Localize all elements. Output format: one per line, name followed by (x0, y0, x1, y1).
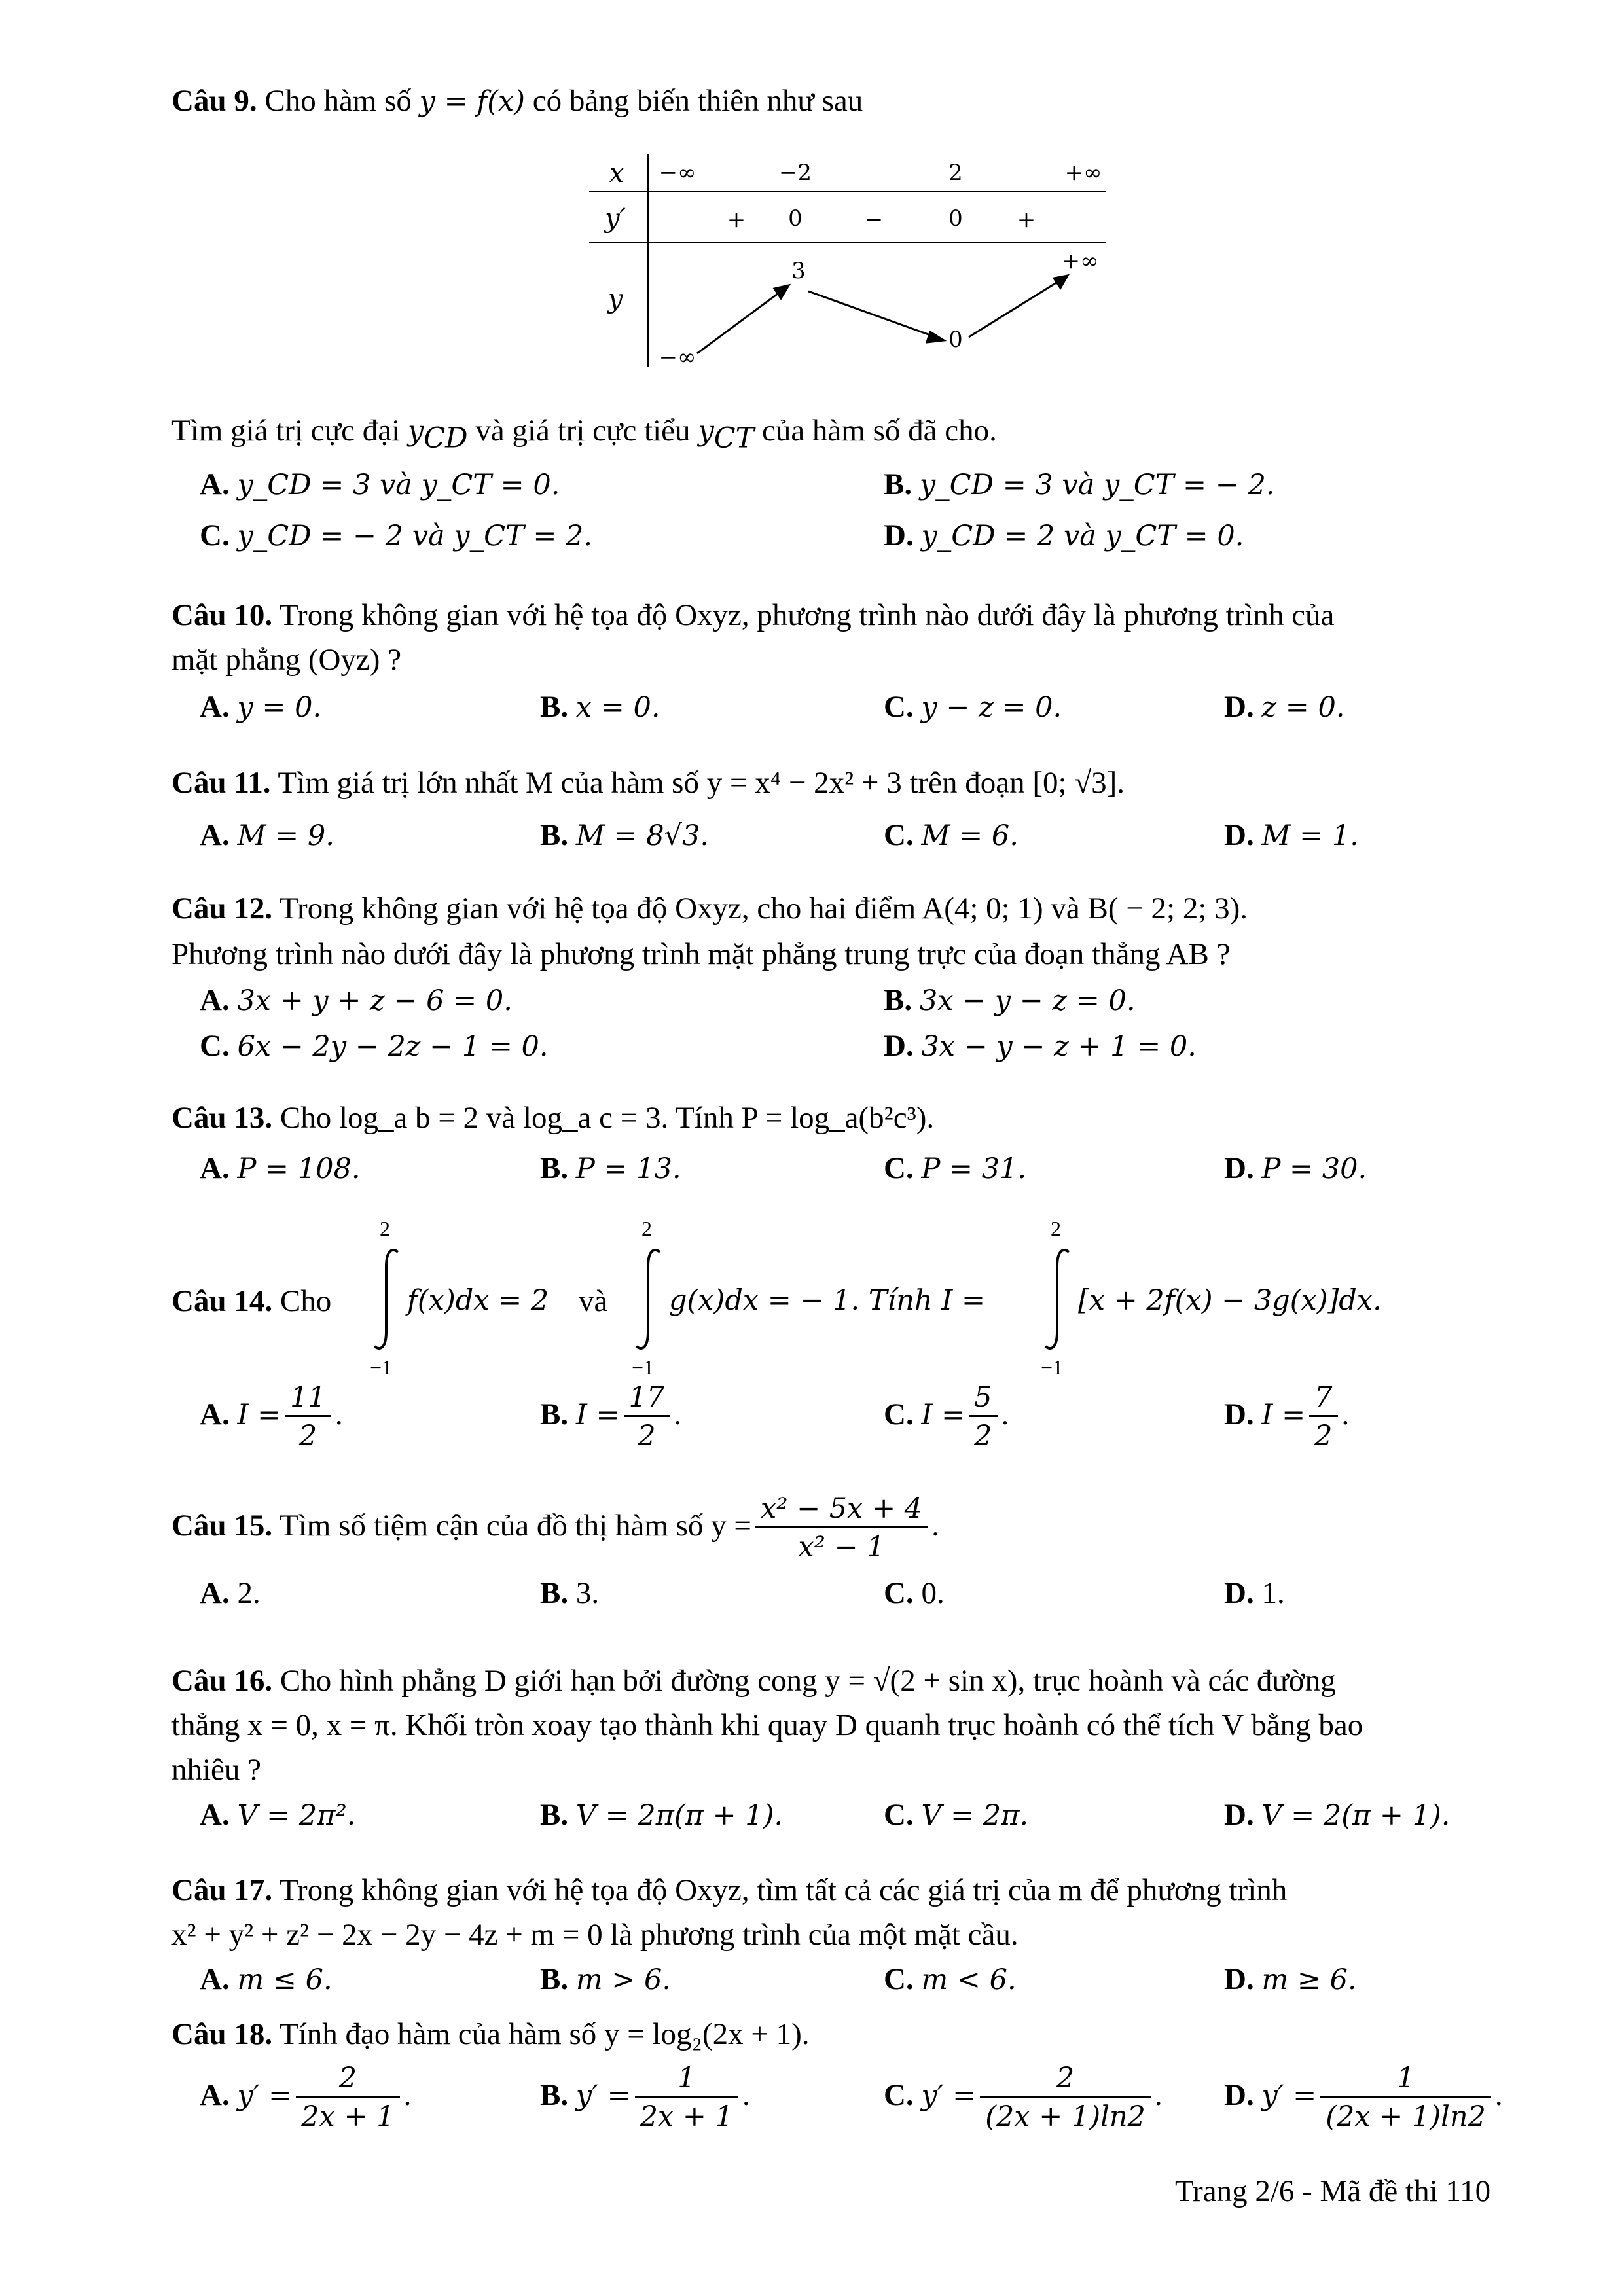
option-fraction (969, 1381, 997, 1453)
option-letter: C. (200, 1029, 230, 1063)
q14-option-c[interactable]: C. I = $\frac{5}{2}$ . (884, 1381, 1009, 1452)
option-letter: B. (884, 983, 912, 1017)
option-letter: B. (540, 2077, 569, 2112)
fraction-numerator: 1 (677, 2062, 696, 2094)
q12-option-c[interactable] (200, 1028, 549, 1064)
q17-label: Câu 17. (171, 1873, 273, 1907)
option-fraction (635, 2062, 738, 2134)
table-x-label: x (609, 158, 624, 188)
q12-line-1 (171, 890, 1248, 927)
option-letter: B. (540, 1151, 569, 1185)
table-yprime-value-3: 0 (948, 206, 963, 232)
option-text: m > 6. (575, 1964, 672, 1996)
option-letter: C. (884, 818, 914, 852)
q13-option-d[interactable] (1224, 1150, 1367, 1187)
fraction-denominator: 2 (624, 1415, 670, 1454)
fraction-numerator: 2 (1056, 2062, 1075, 2094)
q12-label: Câu 12. (171, 891, 273, 925)
q9-option-b[interactable] (884, 466, 1274, 503)
option-letter: A. (200, 467, 230, 501)
fraction-numerator: x² − 5x + 4 (760, 1492, 923, 1525)
option-fraction (980, 2062, 1151, 2134)
option-letter: D. (1224, 818, 1254, 852)
option-fraction (1309, 1381, 1337, 1453)
option-letter: A. (200, 1576, 230, 1610)
q15-text: Tìm số tiệm cận của đồ thị hàm số y = (280, 1508, 751, 1543)
fraction-denominator: (2x + 1)ln2 (980, 2096, 1151, 2134)
variation-table (589, 147, 1113, 376)
table-x-value-1: −2 (778, 160, 812, 186)
option-text: M = 9. (237, 819, 334, 852)
int3-upper: 2 (1051, 1217, 1061, 1240)
option-letter: A. (200, 1962, 230, 1996)
option-lhs: I = (1261, 1398, 1306, 1431)
option-letter: D. (1224, 1962, 1254, 1996)
option-letter: D. (884, 518, 914, 552)
option-letter: B. (540, 1397, 569, 1431)
q9-option-a[interactable] (200, 466, 560, 503)
option-letter: D. (1224, 1798, 1254, 1832)
q10-label: Câu 10. (171, 598, 273, 632)
fraction-denominator: 2x + 1 (296, 2096, 399, 2134)
q10-option-c[interactable] (884, 689, 1062, 725)
q11-label: Câu 11. (171, 766, 271, 800)
int1-lower: −1 (370, 1355, 393, 1379)
q14-cho: Cho (280, 1284, 332, 1318)
q11-line-1 (171, 764, 1125, 801)
q16-option-c[interactable] (884, 1797, 1028, 1833)
q13-line-1 (171, 1100, 934, 1136)
q14-int1: f(x)dx = 2 (407, 1284, 549, 1317)
table-yprime-value-1: 0 (788, 206, 803, 232)
table-yprime-value-0: + (727, 207, 746, 233)
fraction-denominator: 2 (1309, 1415, 1337, 1454)
q11-option-a[interactable] (200, 817, 334, 853)
option-letter: A. (200, 818, 230, 852)
option-letter: C. (884, 1397, 914, 1431)
option-text: z = 0. (1261, 691, 1345, 724)
fraction-denominator: 2 (969, 1415, 997, 1454)
option-fraction (1320, 2062, 1491, 2134)
table-x-value-2: 2 (948, 160, 963, 186)
q17-option-d[interactable] (1224, 1961, 1357, 1998)
fraction-numerator: 1 (1396, 2062, 1415, 2094)
table-y-value-2: 0 (948, 327, 963, 353)
q16-option-d[interactable] (1224, 1797, 1450, 1833)
option-text: V = 2π. (921, 1799, 1029, 1832)
q12-option-a[interactable] (200, 982, 513, 1018)
option-text: 3x + y + z − 6 = 0. (237, 984, 513, 1017)
option-text: 3x − y − z + 1 = 0. (921, 1030, 1197, 1063)
q9-stem (171, 82, 863, 119)
page-footer: Trang 2/6 - Mã đề thi 110 (1175, 2174, 1491, 2208)
q13-label: Câu 13. (171, 1101, 273, 1135)
fraction-numerator: 2 (338, 2062, 357, 2094)
increase-arrow-2 (969, 278, 1064, 337)
option-text: M = 1. (1261, 819, 1359, 852)
q14-label: Câu 14. (171, 1284, 273, 1318)
q10-line-2: mặt phẳng (Oyz) ? (171, 643, 402, 677)
table-x-value-3: +∞ (1064, 160, 1102, 186)
q10-text-1: Trong không gian với hệ tọa độ Oxyz, phương trình nào dưới đây là phương trình của (280, 598, 1335, 632)
arrowhead-3 (1054, 276, 1068, 288)
integral-sign-2 (634, 1247, 666, 1352)
q14-int2: g(x)dx = − 1. Tính I = (669, 1284, 986, 1317)
q9-ycd: y (407, 415, 424, 448)
int2-upper: 2 (641, 1217, 652, 1240)
option-text: V = 2π(π + 1). (575, 1799, 784, 1832)
table-y-value-3: +∞ (1061, 248, 1099, 274)
int2-lower: −1 (632, 1355, 655, 1379)
option-lhs: y′ = (1261, 2079, 1317, 2112)
q17-line-1 (171, 1872, 1287, 1909)
option-text: 6x − 2y − 2z − 1 = 0. (237, 1030, 549, 1063)
q15-line-1: Câu 15. Tìm số tiệm cận của đồ thị hàm số y = $\frac{\text{x² − 5x + 4}}{\text{x² − 1}}$ . (171, 1492, 939, 1564)
q9-ycd-sub: CD (424, 422, 468, 455)
q9-yct: y (698, 415, 714, 448)
q17-line-2: x² + y² + z² − 2x − 2y − 4z + m = 0 là phương trình của một mặt cầu. (171, 1918, 1019, 1952)
q11-text-1: Tìm giá trị lớn nhất M của hàm số y = x⁴ − 2x² + 3 trên đoạn [0; √3]. (278, 766, 1125, 800)
option-text: M = 8√3. (575, 819, 710, 852)
option-text: y_CD = − 2 và y_CT = 2. (237, 520, 593, 552)
q9-stem-text: Cho hàm số (264, 84, 412, 118)
q9-question (171, 412, 997, 455)
option-text: 3x − y − z = 0. (919, 984, 1136, 1017)
option-letter: C. (200, 518, 230, 552)
fraction-denominator: 2x + 1 (635, 2096, 738, 2134)
fraction-numerator: 11 (290, 1381, 326, 1414)
q18-option-d[interactable]: D. y′ = $\frac{1}{(2x + 1)\ln 2}$ . (1224, 2062, 1503, 2133)
option-lhs: y′ = (921, 2079, 977, 2112)
int1-upper: 2 (380, 1217, 390, 1240)
fraction-numerator: 5 (974, 1381, 992, 1414)
q13-text-1: Cho log_a b = 2 và log_a c = 3. Tính P = log_a(b²c³). (280, 1101, 935, 1135)
q14-option-d[interactable]: D. I = $\frac{7}{2}$ . (1224, 1381, 1350, 1452)
q11-option-c[interactable] (884, 817, 1019, 853)
option-text: P = 108. (237, 1153, 361, 1185)
fraction-denominator: x² − 1 (755, 1526, 928, 1565)
option-text: 0. (921, 1576, 945, 1610)
q12-text-1: Trong không gian với hệ tọa độ Oxyz, cho hai điểm A(4; 0; 1) và B( − 2; 2; 3). (280, 891, 1248, 925)
table-y-value-1: 3 (791, 258, 806, 284)
q10-option-d[interactable] (1224, 689, 1345, 725)
option-fraction (296, 2062, 399, 2134)
option-text: x = 0. (575, 691, 660, 724)
option-text: P = 13. (575, 1153, 681, 1185)
q12-option-d[interactable] (884, 1028, 1197, 1064)
option-letter: D. (1224, 2077, 1254, 2112)
table-yprime-value-4: + (1017, 207, 1036, 233)
q9-option-d[interactable] (884, 517, 1244, 554)
q18-option-c[interactable]: C. y′ = $\frac{2}{(2x + 1)\ln 2}$ . (884, 2062, 1163, 2133)
q17-option-c[interactable] (884, 1961, 1017, 1998)
q15-option-d[interactable] (1224, 1575, 1285, 1611)
option-text: 1. (1261, 1576, 1285, 1610)
q16-text-1: Cho hình phẳng D giới hạn bởi đường cong y = √(2 + sin x), trục hoành và các đường (280, 1664, 1336, 1698)
q14-option-a[interactable]: A. I = $\frac{11}{2}$ . (200, 1381, 343, 1452)
fraction-denominator: (2x + 1)ln2 (1320, 2096, 1491, 2134)
table-arrows (697, 276, 1068, 353)
option-letter: C. (884, 1962, 914, 1996)
option-letter: B. (540, 690, 569, 724)
option-letter: A. (200, 1151, 230, 1185)
q10-option-a[interactable] (200, 689, 321, 725)
fraction-numerator: 7 (1314, 1381, 1333, 1414)
option-letter: C. (884, 1576, 914, 1610)
integral-sign-1 (372, 1247, 405, 1352)
q17-option-b[interactable] (540, 1961, 671, 1998)
option-letter: C. (884, 1151, 914, 1185)
q9-label: Câu 9. (171, 84, 257, 118)
option-text: P = 30. (1261, 1153, 1367, 1185)
option-letter: D. (1224, 1397, 1254, 1431)
option-letter: B. (540, 1576, 569, 1610)
option-letter: D. (1224, 690, 1254, 724)
q12-line-2: Phương trình nào dưới đây là phương trình mặt phẳng trung trực của đoạn thẳng AB ? (171, 937, 1231, 971)
option-text: y − z = 0. (921, 691, 1062, 724)
option-text: y_CD = 3 và y_CT = − 2. (919, 469, 1275, 501)
option-lhs: I = (921, 1398, 965, 1431)
q13-option-a[interactable] (200, 1150, 361, 1187)
q15-label: Câu 15. (171, 1508, 273, 1543)
int3-lower: −1 (1041, 1355, 1064, 1379)
q14-lead (171, 1283, 331, 1319)
q18-option-a[interactable]: A. y′ = $\frac{2}{2x + 1}$ . (200, 2062, 412, 2133)
option-letter: D. (884, 1029, 914, 1063)
table-y-value-0: −∞ (659, 344, 696, 370)
integral-sign-3 (1043, 1247, 1075, 1352)
q10-line-1 (171, 597, 1334, 634)
q13-option-c[interactable] (884, 1150, 1026, 1187)
option-text: 2. (237, 1576, 261, 1610)
option-lhs: y′ = (237, 2079, 293, 2112)
decrease-arrow (808, 291, 939, 338)
option-letter: C. (884, 2077, 914, 2112)
option-lhs: I = (237, 1398, 281, 1431)
arrowhead-1 (774, 285, 789, 298)
table-yprime-label: y′ (605, 204, 626, 234)
table-y-label: y (607, 284, 623, 314)
option-text: m < 6. (921, 1964, 1017, 1996)
option-letter: D. (1224, 1151, 1254, 1185)
option-text: P = 31. (921, 1153, 1027, 1185)
option-fraction (624, 1381, 670, 1453)
option-text: m ≤ 6. (237, 1964, 333, 1996)
q15-option-b[interactable] (540, 1575, 599, 1611)
option-lhs: I = (575, 1398, 620, 1431)
q11-option-b[interactable] (540, 817, 709, 853)
fraction-denominator: 2 (285, 1415, 331, 1454)
option-letter: A. (200, 2077, 230, 2112)
table-x-value-0: −∞ (659, 160, 696, 186)
option-text: m ≥ 6. (1261, 1964, 1357, 1996)
q13-option-b[interactable] (540, 1150, 681, 1187)
q16-line-3: nhiêu ? (171, 1753, 262, 1787)
q16-option-a[interactable] (200, 1797, 355, 1833)
option-text: 3. (575, 1576, 600, 1610)
q9-stem-func: y = f(x) (419, 85, 526, 118)
option-letter: B. (540, 1798, 569, 1832)
q18-label: Câu 18. (171, 2017, 273, 2051)
option-lhs: y′ = (575, 2079, 631, 2112)
option-letter: D. (1224, 1576, 1254, 1610)
q15-option-c[interactable] (884, 1575, 945, 1611)
q16-label: Câu 16. (171, 1664, 273, 1698)
fraction-numerator: 17 (628, 1381, 665, 1414)
q16-option-b[interactable] (540, 1797, 783, 1833)
option-letter: A. (200, 690, 230, 724)
q17-option-a[interactable] (200, 1961, 333, 1998)
q9-question-tail: của hàm số đã cho. (761, 414, 997, 448)
table-yprime-value-2: − (864, 207, 884, 233)
q16-line-1 (171, 1662, 1336, 1699)
q9-yct-sub: CT (713, 422, 755, 455)
q9-stem-tail: có bảng biến thiên như sau (532, 84, 863, 118)
q15-fraction (755, 1492, 928, 1564)
q18-option-b[interactable]: B. y′ = $\frac{1}{2x + 1}$ . (540, 2062, 750, 2133)
q18-line-1 (171, 2016, 810, 2053)
option-text: y_CD = 3 và y_CT = 0. (237, 469, 560, 501)
q18-text-1: Tính đạo hàm của hàm số y = log₂(2x + 1). (280, 2017, 810, 2051)
q12-option-b[interactable] (884, 982, 1136, 1018)
q9-question-mid: và giá trị cực tiểu (475, 414, 691, 448)
arrowhead-2 (927, 332, 944, 342)
option-letter: B. (884, 467, 912, 501)
option-letter: A. (200, 1397, 230, 1431)
option-letter: C. (884, 1798, 914, 1832)
option-letter: B. (540, 818, 569, 852)
q14-va: và (579, 1284, 608, 1318)
option-text: y_CD = 2 và y_CT = 0. (921, 520, 1244, 552)
q17-text-1: Trong không gian với hệ tọa độ Oxyz, tìm tất cả các giá trị của m để phương trình (280, 1873, 1288, 1907)
q16-line-2: thẳng x = 0, x = π. Khối tròn xoay tạo thành khi quay D quanh trục hoành có thể tích V bằng bao (171, 1708, 1363, 1742)
option-text: V = 2π². (237, 1799, 356, 1832)
increase-arrow-1 (697, 288, 785, 353)
option-letter: A. (200, 1798, 230, 1832)
q15-option-a[interactable] (200, 1575, 261, 1611)
q14-option-b[interactable]: B. I = $\frac{17}{2}$ . (540, 1381, 682, 1452)
option-letter: B. (540, 1962, 569, 1996)
q11-option-d[interactable] (1224, 817, 1359, 853)
option-fraction (285, 1381, 331, 1453)
q9-question-pre: Tìm giá trị cực đại (171, 414, 401, 448)
option-text: M = 6. (921, 819, 1019, 852)
q9-option-c[interactable] (200, 517, 592, 554)
option-text: V = 2(π + 1). (1261, 1799, 1451, 1832)
q14-int3: [x + 2f(x) − 3g(x)]dx. (1078, 1284, 1382, 1317)
option-letter: A. (200, 983, 230, 1017)
option-letter: C. (884, 690, 914, 724)
option-text: y = 0. (237, 691, 322, 724)
q10-option-b[interactable] (540, 689, 660, 725)
